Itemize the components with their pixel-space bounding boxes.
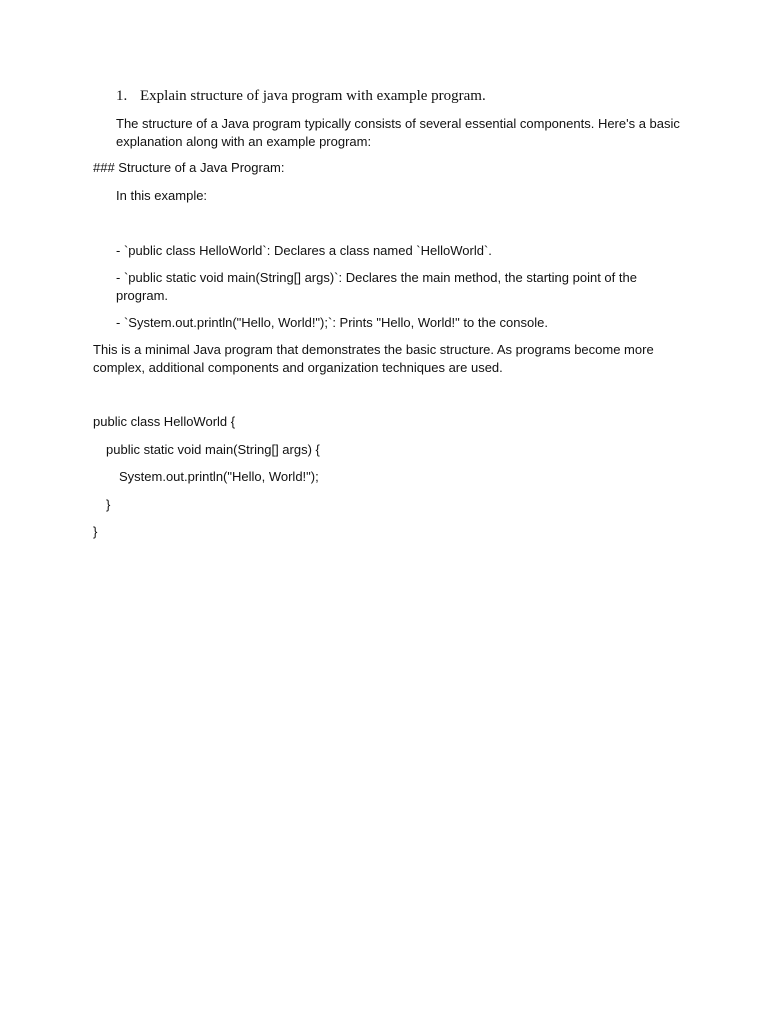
intro-line-1: The structure of a Java program typically consists of several essential components. Here's a basic <box>116 116 680 131</box>
question-text: Explain structure of java program with example program. <box>140 88 486 104</box>
in-example-label: In this example: <box>116 188 208 203</box>
code-line-main: public static void main(String[] args) { <box>106 442 320 457</box>
code-line-close-main: } <box>106 497 111 512</box>
question-heading <box>116 87 486 105</box>
bullet-main-method-cont: program. <box>116 288 169 303</box>
summary-line-1: This is a minimal Java program that demonstrates the basic structure. As programs become more <box>93 342 654 357</box>
bullet-class: - `public class HelloWorld`: Declares a class named `HelloWorld`. <box>116 243 492 258</box>
code-line-close-class: } <box>93 524 98 539</box>
bullet-println: - `System.out.println("Hello, World!");`: Prints "Hello, World!" to the console. <box>116 315 548 330</box>
intro-line-2: explanation along with an example program: <box>116 134 372 149</box>
code-line-println: System.out.println("Hello, World!"); <box>119 469 319 484</box>
question-number: 1. <box>116 88 128 104</box>
code-line-class: public class HelloWorld { <box>93 414 236 429</box>
bullet-main-method: - `public static void main(String[] args)`: Declares the main method, the starting point of the <box>116 270 637 285</box>
summary-line-2: complex, additional components and organization techniques are used. <box>93 360 503 375</box>
section-heading: ### Structure of a Java Program: <box>93 160 285 175</box>
